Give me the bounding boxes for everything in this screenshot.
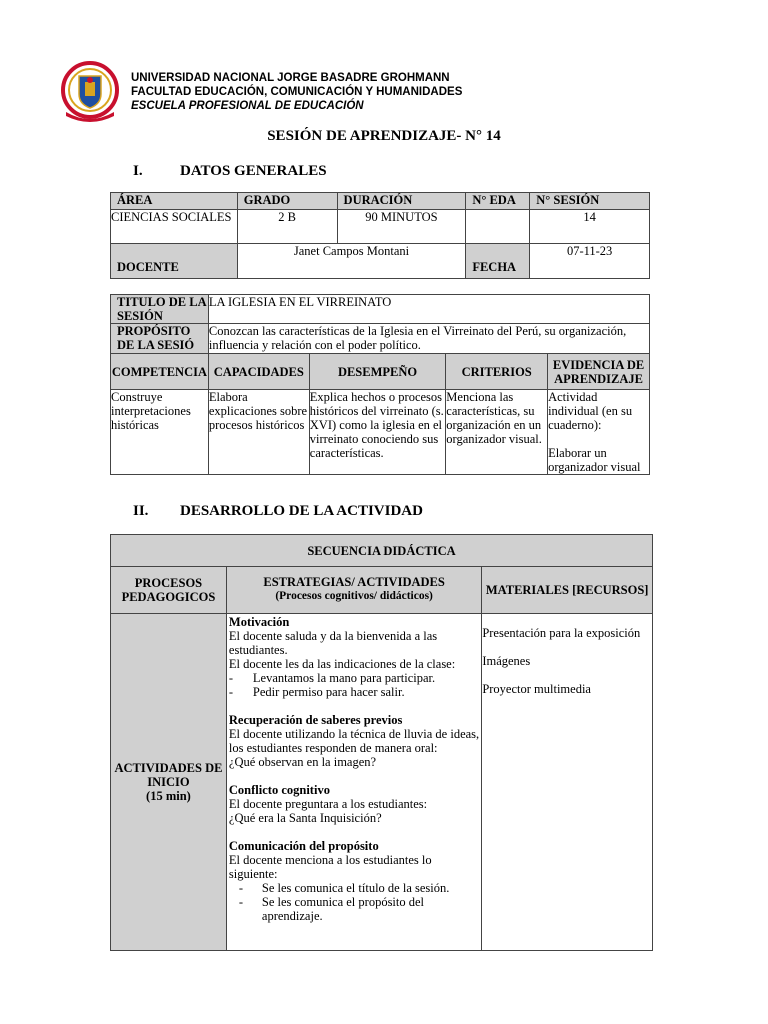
duracion-header: DURACIÓN <box>337 193 466 210</box>
list-item: - Se les comunica el propósito del aprendizaje. <box>229 895 479 923</box>
materiales-header: MATERIALES [RECURSOS] <box>482 567 653 614</box>
eda-value <box>466 210 530 244</box>
proposito-value: Conozcan las características de la Iglesia en el Virreinato del Perú, su organización, influencia y relación con el poder político. <box>208 324 649 354</box>
saberes-heading: Recuperación de saberes previos <box>228 713 403 727</box>
conflicto-text-1: El docente preguntara a los estudiantes: <box>228 797 428 811</box>
proposito-text-1: El docente menciona a los estudiantes lo siguiente: <box>228 853 432 881</box>
docente-header: DOCENTE <box>111 244 238 279</box>
proposito-list <box>229 881 479 923</box>
evidencia-value <box>548 390 650 475</box>
university-seal <box>60 60 120 124</box>
section-1-title: DATOS GENERALES <box>180 163 327 179</box>
estrategias-content <box>226 614 481 951</box>
saberes-text-1: El docente utilizando la técnica de lluvia de ideas, los estudiantes responden de manera oral: <box>228 727 480 755</box>
fecha-value: 07-11-23 <box>530 244 650 279</box>
estrategias-header-cell <box>226 567 481 614</box>
didactic-sequence-table <box>110 534 653 951</box>
conflicto-heading: Conflicto cognitivo <box>228 783 330 797</box>
materiales-content <box>482 614 653 951</box>
evidencia-header: EVIDENCIA DE APRENDIZAJE <box>548 354 650 390</box>
docente-value: Janet Campos Montani <box>237 244 466 279</box>
grado-value: 2 B <box>237 210 337 244</box>
capacidades-value: Elabora explicaciones sobre procesos históricos <box>208 390 309 475</box>
list-item: - Levantamos la mano para participar. <box>229 671 479 685</box>
saberes-text-2: ¿Qué observan en la imagen? <box>228 755 377 769</box>
sesion-value: 14 <box>530 210 650 244</box>
area-value: CIENCIAS SOCIALES <box>111 210 238 244</box>
evidencia-line-1: Actividad individual (en su cuaderno): <box>548 390 633 432</box>
proposito-header: PROPÓSITO DE LA SESIÓ <box>111 324 209 354</box>
titulo-value: LA IGLESIA EN EL VIRREINATO <box>208 295 649 324</box>
fecha-header: FECHA <box>466 244 530 279</box>
motivacion-list <box>229 671 479 699</box>
inicio-time: (15 min) <box>146 789 191 803</box>
material-item: Imágenes <box>482 654 531 668</box>
general-data-table <box>110 192 650 279</box>
competencia-header: COMPETENCIA <box>111 354 209 390</box>
procesos-header: PROCESOS PEDAGOGICOS <box>111 567 227 614</box>
sequence-title: SECUENCIA DIDÁCTICA <box>111 535 653 567</box>
estrategias-subheader: (Procesos cognitivos/ didácticos) <box>275 590 433 602</box>
university-name: UNIVERSIDAD NACIONAL JORGE BASADRE GROHMANN <box>131 72 450 84</box>
motivacion-heading: Motivación <box>228 615 290 629</box>
institution-header <box>131 71 462 113</box>
material-item: Proyector multimedia <box>482 682 591 696</box>
desempeno-value: Explica hechos o procesos históricos del virreinato (s. XVI) como la iglesia en el virreinato conociendo sus características. <box>309 390 446 475</box>
desempeno-header: DESEMPEÑO <box>309 354 446 390</box>
capacidades-header: CAPACIDADES <box>208 354 309 390</box>
session-title: SESIÓN DE APRENDIZAJE- N° 14 <box>267 128 501 144</box>
grado-header: GRADO <box>237 193 337 210</box>
conflicto-text-2: ¿Qué era la Santa Inquisición? <box>228 811 382 825</box>
inicio-cell <box>111 614 227 951</box>
motivacion-text-2: El docente les da las indicaciones de la clase: <box>228 657 456 671</box>
duracion-value: 90 MINUTOS <box>337 210 466 244</box>
motivacion-text-1: El docente saluda y da la bienvenida a las estudiantes. <box>228 629 438 657</box>
proposito-heading: Comunicación del propósito <box>228 839 379 853</box>
school-name: ESCUELA PROFESIONAL DE EDUCACIÓN <box>131 100 364 112</box>
list-item: - Pedir permiso para hacer salir. <box>229 685 479 699</box>
faculty-name: FACULTAD EDUCACIÓN, COMUNICACIÓN Y HUMANIDADES <box>131 86 463 98</box>
section-2-title: DESARROLLO DE LA ACTIVIDAD <box>180 503 423 519</box>
criterios-header: CRITERIOS <box>446 354 548 390</box>
area-header: ÁREA <box>111 193 238 210</box>
section-1-number: I. <box>133 163 143 179</box>
sesion-header: N° SESIÓN <box>530 193 650 210</box>
criterios-value: Menciona las características, su organización en un organizador visual. <box>446 390 548 475</box>
inicio-label: ACTIVIDADES DE INICIO <box>114 761 223 789</box>
session-details-table <box>110 294 650 475</box>
estrategias-header: ESTRATEGIAS/ ACTIVIDADES <box>263 575 445 589</box>
eda-header: N° EDA <box>466 193 530 210</box>
list-item: - Se les comunica el título de la sesión. <box>229 881 479 895</box>
material-item: Presentación para la exposición <box>482 626 641 640</box>
evidencia-line-2: Elaborar un organizador visual <box>548 446 641 474</box>
section-2-number: II. <box>133 503 149 519</box>
competencia-value: Construye interpretaciones históricas <box>111 390 209 475</box>
titulo-header: TITULO DE LA SESIÓN <box>111 295 209 324</box>
